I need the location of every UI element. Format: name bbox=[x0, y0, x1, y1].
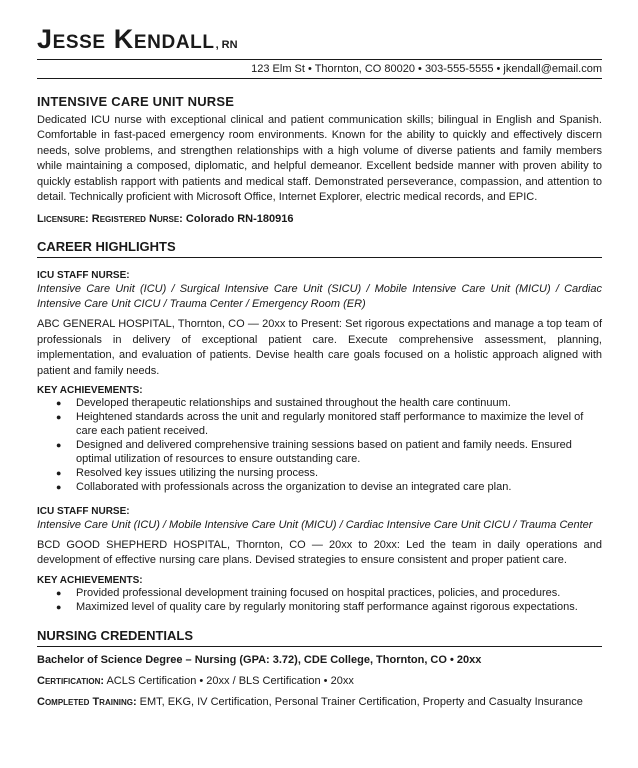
bullet-icon: ● bbox=[56, 412, 62, 423]
achievements-list bbox=[37, 586, 602, 614]
training-label: Completed Training: bbox=[37, 695, 137, 708]
credentials-divider bbox=[37, 646, 602, 647]
licensure-value: Colorado RN-180916 bbox=[185, 213, 294, 226]
list-item bbox=[37, 438, 602, 466]
bullet-icon: ● bbox=[56, 587, 62, 598]
certification-label: Certification: bbox=[37, 674, 105, 687]
role-description: ABC GENERAL HOSPITAL, Thornton, CO — 20xx to Present: Set rigorous expectations and manage a top team of professionals in delivery of exceptional patient care. Execute comprehensive assessment, planning, implementation, and evaluation of patients. Devise health care goals focused on a holistic approach aligned with patient and family needs. bbox=[37, 318, 602, 377]
list-item bbox=[37, 466, 602, 480]
licensure-label: Licensure: Registered Nurse: bbox=[37, 213, 183, 226]
list-item bbox=[37, 586, 602, 600]
achievement-text: Developed therapeutic relationships and sustained throughout the health care continuum. bbox=[76, 397, 511, 410]
list-item bbox=[37, 600, 602, 614]
training-value: EMT, EKG, IV Certification, Personal Trainer Certification, Property and Casualty Insurance bbox=[139, 695, 583, 708]
summary-paragraph: Dedicated ICU nurse with exceptional clinical and patient communication skills; bilingual in English and Spanish. Comfortable in fast-paced emergency room environments. Known for the ability to quickly and effectively discern needs, solve problems, and strengthen relationships with a high volume of diverse patients and family members while maintaining a composed, diplomatic, and helpful demeanor. Excellent bedside manner with proven ability to quickly establish rapport with patients and medical staff. Demonstrated perseverance, compassion, and attention to detail. Technically proficient with Microsoft Office, Internet Explorer, electric medical records, and EPIC. bbox=[37, 114, 602, 204]
career-divider bbox=[37, 257, 602, 258]
achievements-heading: KEY ACHIEVEMENTS: bbox=[37, 385, 143, 397]
certification-line bbox=[37, 674, 602, 688]
achievement-text: Maximized level of quality care by regularly monitoring staff performance against rigorous expectations. bbox=[76, 600, 578, 613]
bullet-icon: ● bbox=[56, 468, 62, 479]
role-title: ICU STAFF NURSE: bbox=[37, 506, 130, 518]
role-entry bbox=[37, 270, 602, 494]
role-units: Intensive Care Unit (ICU) / Surgical Intensive Care Unit (SICU) / Mobile Intensive Care Unit (MICU) / Cardiac Intensive Care Unit CICU / Trauma Center / Emergency Room (ER) bbox=[37, 283, 602, 311]
certification-value: ACLS Certification • 20xx / BLS Certification • 20xx bbox=[106, 674, 354, 687]
training-line bbox=[37, 695, 602, 709]
role-description: BCD GOOD SHEPHERD HOSPITAL, Thornton, CO — 20xx to 20xx: Led the team in daily operations and development of effective nursing care plans. Devised strategies to ensure consistent and proper patient care. bbox=[37, 539, 602, 567]
achievement-text: Provided professional development training focused on hospital practices, policies, and procedures. bbox=[76, 586, 561, 599]
header bbox=[37, 22, 602, 56]
credentials-heading: NURSING CREDENTIALS bbox=[37, 627, 194, 643]
professional-title: INTENSIVE CARE UNIT NURSE bbox=[37, 94, 235, 109]
role-units: Intensive Care Unit (ICU) / Mobile Intensive Care Unit (MICU) / Cardiac Intensive Care Unit CICU / Trauma Center bbox=[37, 519, 593, 532]
achievement-text: Heightened standards across the unit and regularly monitored staff performance to maximize the level of care each patient received. bbox=[76, 411, 584, 438]
contact-line: 123 Elm St • Thornton, CO 80020 • 303-555-5555 • jkendall@email.com bbox=[251, 63, 602, 75]
education-line: Bachelor of Science Degree – Nursing (GPA: 3.72), CDE College, Thornton, CO • 20xx bbox=[37, 653, 482, 666]
candidate-credential: , RN bbox=[215, 39, 238, 51]
bullet-icon: ● bbox=[56, 398, 62, 409]
achievements-list bbox=[37, 396, 602, 494]
bullet-icon: ● bbox=[56, 440, 62, 451]
role-entry bbox=[37, 506, 602, 614]
list-item bbox=[37, 396, 602, 410]
achievement-text: Resolved key issues utilizing the nursing process. bbox=[76, 467, 319, 480]
career-heading: CAREER HIGHLIGHTS bbox=[37, 239, 176, 255]
licensure-line bbox=[37, 213, 602, 225]
bullet-icon: ● bbox=[56, 601, 62, 612]
list-item bbox=[37, 410, 602, 438]
role-title: ICU STAFF NURSE: bbox=[37, 270, 130, 282]
list-item bbox=[37, 480, 602, 494]
candidate-name: Jesse Kendall bbox=[37, 24, 215, 54]
achievements-heading: KEY ACHIEVEMENTS: bbox=[37, 574, 143, 586]
contact-divider bbox=[37, 78, 602, 79]
achievement-text: Designed and delivered comprehensive training sessions based on patient and family needs. Ensured optimal utilization of resources to ensure outstanding care. bbox=[76, 439, 572, 466]
bullet-icon: ● bbox=[56, 482, 62, 493]
achievement-text: Collaborated with professionals across the organization to devise an integrated care plan. bbox=[76, 481, 512, 494]
